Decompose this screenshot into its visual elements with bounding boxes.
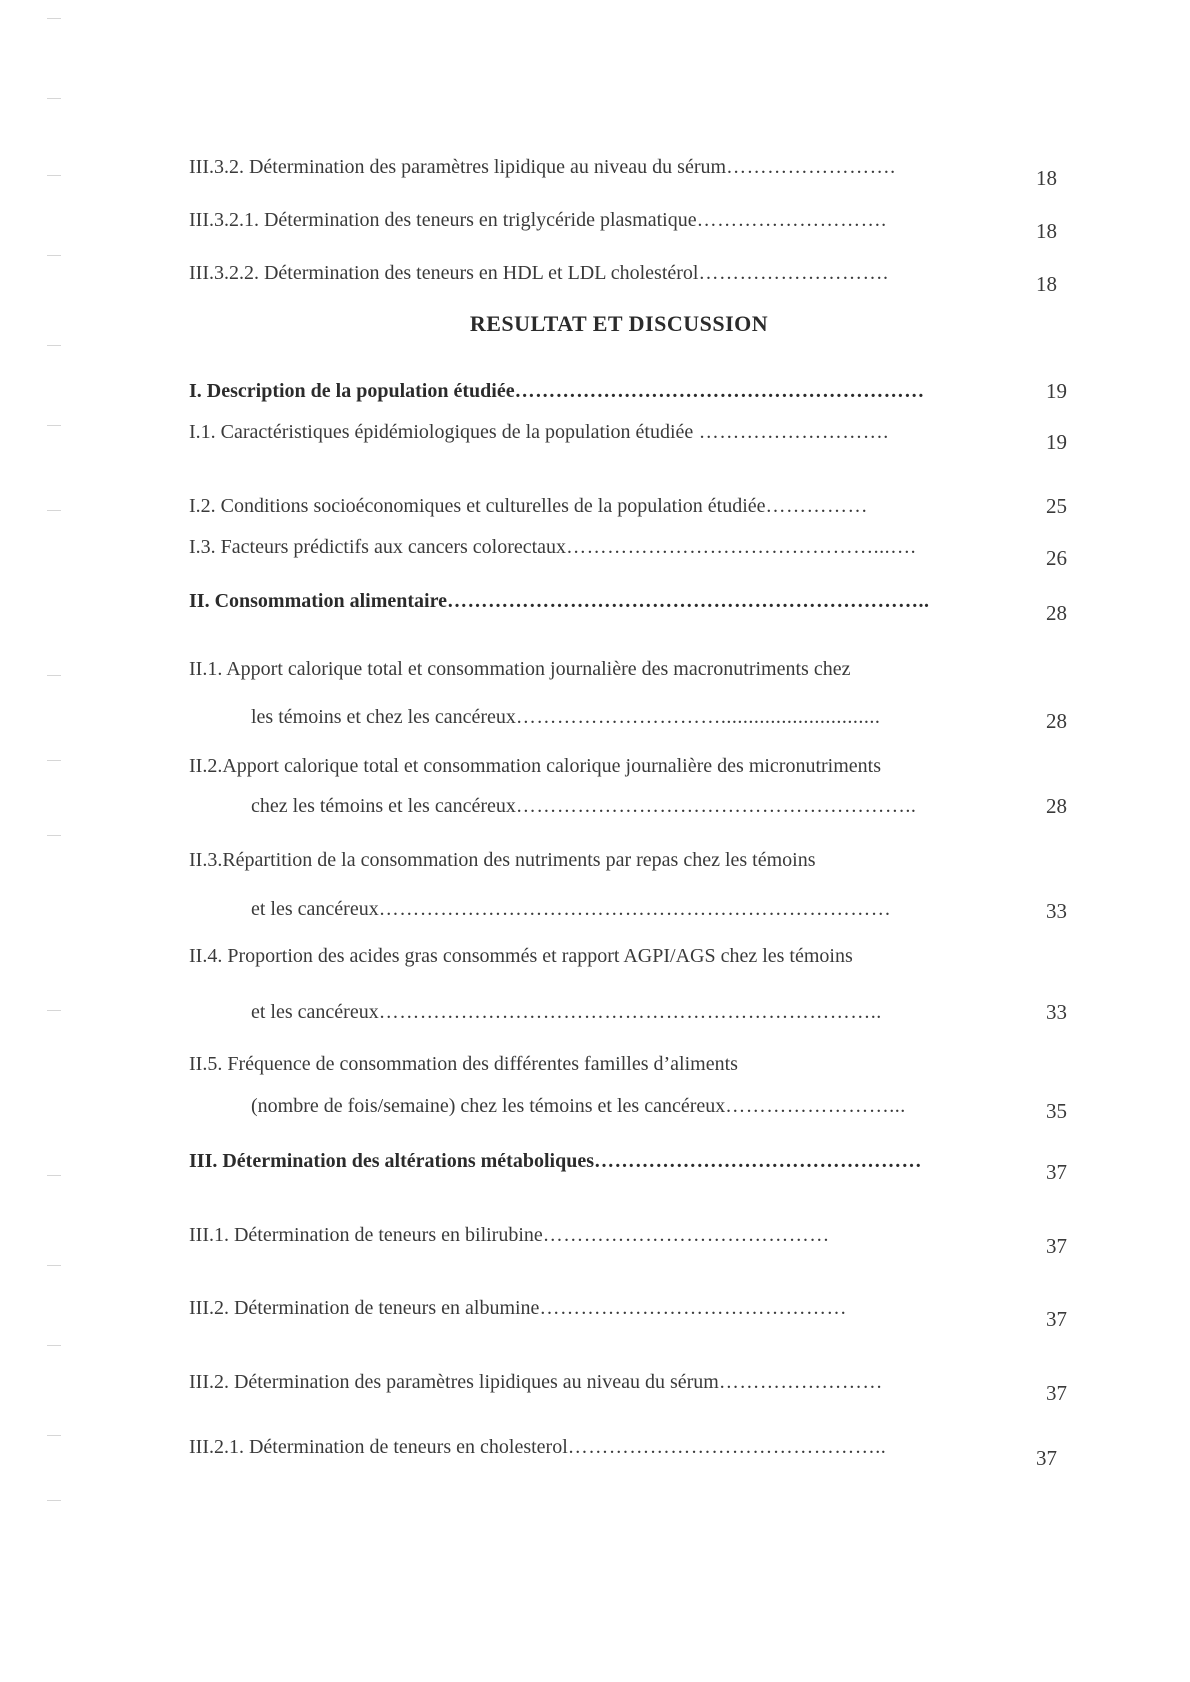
scan-margin-mark [47,18,61,19]
toc-page-number: 37 [1046,1160,1067,1184]
toc-page-number: 18 [1036,166,1057,190]
toc-page-number: 28 [1046,601,1067,625]
toc-page-number: 28 [1046,794,1067,818]
scan-margin-mark [47,510,61,511]
toc-entry-title: I.2. Conditions socioéconomiques et culturelles de la population étudiée…………… [189,495,869,517]
toc-entry-title: III.3.2. Détermination des paramètres lipidique au niveau du sérum……………………. [189,156,896,178]
toc-entry-title-line1: II.2.Apport calorique total et consommation calorique journalière des micronutriments [189,755,882,777]
scan-margin-mark [47,1435,61,1436]
toc-page-number: 18 [1036,272,1057,296]
toc-entry-title: III.2. Détermination des paramètres lipidiques au niveau du sérum…………………… [189,1371,883,1393]
scan-margin-mark [47,98,61,99]
toc-page-number: 37 [1046,1381,1067,1405]
toc-entry-title: II. Consommation alimentaire…………………………………………………………….. [189,590,930,612]
toc-page-number: 37 [1036,1446,1057,1470]
scan-margin-mark [47,255,61,256]
scan-margin-mark [47,675,61,676]
toc-entry-title: I.3. Facteurs prédictifs aux cancers colorectaux………………………………………...…. [189,536,917,558]
scan-margin-mark [47,760,61,761]
toc-entry-title-line1: II.1. Apport calorique total et consommation journalière des macronutriments chez [189,658,851,680]
toc-entry-title-line2: chez les témoins et les cancéreux………………………………………………….. [251,795,917,817]
section-heading: RESULTAT ET DISCUSSION [469,311,769,336]
toc-page-number: 35 [1046,1099,1067,1123]
toc-entry-title: III.3.2.2. Détermination des teneurs en HDL et LDL cholestérol………………………. [189,262,889,284]
scan-margin-mark [47,345,61,346]
toc-entry-title-line2: et les cancéreux………………………………………………………………… [251,898,892,920]
toc-entry-title: III. Détermination des altérations métaboliques………………………………………… [189,1150,922,1172]
toc-page-number: 33 [1046,1000,1067,1024]
toc-page-number: 18 [1036,219,1057,243]
toc-entry-title: I. Description de la population étudiée…………………………………………………… [189,380,925,402]
toc-page-number: 25 [1046,494,1067,518]
toc-page-number: 33 [1046,899,1067,923]
toc-entry-title: III.2. Détermination de teneurs en albumine……………………………………… [189,1297,847,1319]
toc-entry-title: I.1. Caractéristiques épidémiologiques de la population étudiée ………………………. [189,421,889,443]
scan-margin-mark [47,1010,61,1011]
toc-entry-title: III.3.2.1. Détermination des teneurs en triglycéride plasmatique………………………. [189,209,887,231]
toc-page-number: 19 [1046,430,1067,454]
toc-entry-title-line2: les témoins et chez les cancéreux…………………………............................. [251,706,881,728]
scan-margin-mark [47,425,61,426]
scan-margin-mark [47,1265,61,1266]
toc-page-number: 37 [1046,1234,1067,1258]
toc-page-number: 37 [1046,1307,1067,1331]
toc-entry-title-line1: II.5. Fréquence de consommation des différentes familles d’aliments [189,1053,738,1075]
toc-page-number: 28 [1046,709,1067,733]
scan-margin-mark [47,835,61,836]
scan-margin-mark [47,1500,61,1501]
scan-margin-mark [47,1345,61,1346]
scan-margin-mark [47,175,61,176]
toc-entry-title-line1: II.4. Proportion des acides gras consommés et rapport AGPI/AGS chez les témoins [189,945,853,967]
toc-page-number: 19 [1046,379,1067,403]
toc-entry-title: III.2.1. Détermination de teneurs en cholesterol……………………………………….. [189,1436,887,1458]
toc-entry-title-line2: (nombre de fois/semaine) chez les témoins et les cancéreux……………………... [251,1095,906,1117]
toc-entry-title-line2: et les cancéreux……………………………………………………………….. [251,1001,882,1023]
toc-entry-title: III.1. Détermination de teneurs en bilirubine…………………………………… [189,1224,830,1246]
toc-entry-title-line1: II.3.Répartition de la consommation des nutriments par repas chez les témoins [189,849,816,871]
scan-margin-mark [47,1175,61,1176]
toc-page-number: 26 [1046,546,1067,570]
